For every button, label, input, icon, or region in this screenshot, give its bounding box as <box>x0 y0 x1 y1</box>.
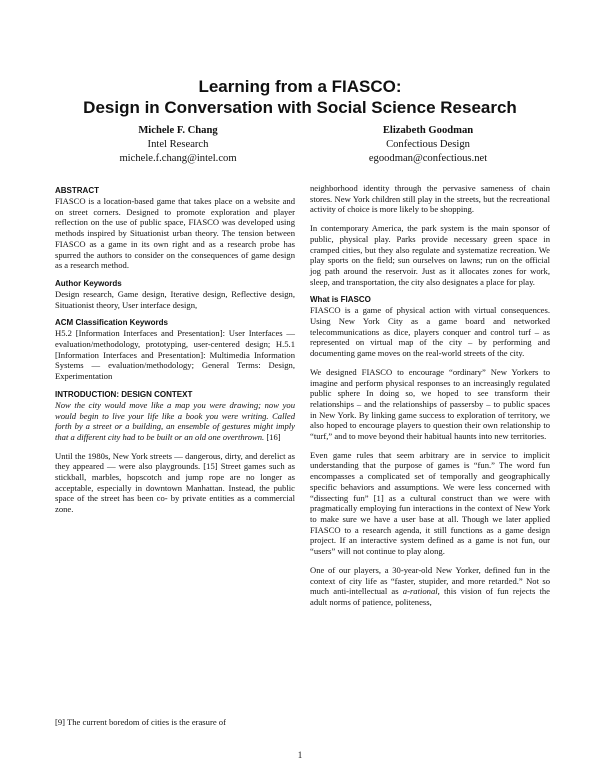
paragraph-text: , this vision of fun rejects the adult norms of patience, politeness, <box>310 586 550 607</box>
what-is-fiasco-heading: What is FIASCO <box>310 295 371 305</box>
footnote: [9] The current boredom of cities is the erasure of <box>55 717 226 727</box>
body-paragraph: Even game rules that seem arbitrary are in service to implicit understanding that the purpose of games is “fun.” The word fun encompasses a complicated set of temporally and geographically specific behaviors and assumptions. We were less concerned with “dissecting fun” [1] as a cultural construct than we were with pragmatically employing fun interactions in the context of New York to make sure we have a user base at all. Though we later applied FIASCO to a research agenda, it still functions as a game design project. If an interactive system defined as a game is not fun, our “users” will not continue to play along. <box>310 449 550 557</box>
author-keywords-heading: Author Keywords <box>55 278 122 288</box>
acm-classification-heading: ACM Classification Keywords <box>55 318 168 328</box>
paragraph-text: One of our players, a 30-year-old New Yorker, defined fun in the context of city life as “faster, stupider, and more retarded.” Not so much anti-intellectual as <box>310 564 550 597</box>
author-name: Elizabeth Goodman <box>382 125 474 136</box>
author-affiliation: Intel Research <box>147 139 209 150</box>
body-paragraph: neighborhood identity through the pervasive sameness of chain stores. New York children still play in the streets, but the recreational activity of choice is more likely to be shopping. <box>310 183 550 215</box>
acm-classification-text: H5.2 [Information Interfaces and Presentation]: User Interfaces — evaluation/methodology, prototyping, user-centered design; H.5.1 [Information Interfaces and Presentation]: Multimedia Information Systems — evaluation/methodology; General Terms: Design, Experimentation <box>55 328 295 382</box>
left-column <box>55 186 295 523</box>
page-number: 1 <box>297 750 303 760</box>
right-column <box>310 183 550 616</box>
body-paragraph <box>310 565 550 608</box>
author-keywords-text: Design research, Game design, Iterative design, Reflective design, Situationist theory, User interface design, <box>55 288 295 310</box>
author-email: michele.f.chang@intel.com <box>119 153 237 164</box>
author-name: Michele F. Chang <box>138 125 218 136</box>
author-block-2 <box>308 124 548 166</box>
abstract-heading: ABSTRACT <box>55 186 99 195</box>
author-affiliation: Confectious Design <box>386 139 470 150</box>
title-line-1: Learning from a FIASCO: <box>198 77 402 96</box>
title-line-2: Design in Conversation with Social Science Research <box>83 98 517 117</box>
epigraph-citation: [16] <box>264 431 281 442</box>
emphasis-text: a-rational <box>402 586 438 597</box>
body-paragraph: FIASCO is a game of physical action with virtual consequences. Using New York City as a game board and networked telecommunications as dice, players conquer and control turf – as represented on virtual map of the city – by performing and documenting game moves on the real-world streets of the city. <box>310 305 550 359</box>
body-paragraph: In contemporary America, the park system is the main sponsor of public, physical play. Parks provide necessary green space in cramped cities, but they also regulate and systematize recreation. We play sports on the field; sun ourselves on lawns; run on the official jog path around the reservoir. Just as it allocates zones for work, sleep, and transportation, the city also designates a place for play. <box>310 223 550 287</box>
intro-paragraph: Until the 1980s, New York streets — dangerous, dirty, and derelict as they appeared — were also playgrounds. [15] Street games such as stickball, marbles, hopscotch and jump rope are no longer as acceptable, especially in downtown Manhattan. Instead, the public space of the street has been co- by private entities as a commercial zone. <box>55 450 295 515</box>
abstract-text: FIASCO is a location-based game that takes place on a website and on street corners. Designed to promote exploration and player reflection on the use of public space, FIASCO was developed using methods inspired by Situationist urban theory. The tension between FIASCO as a game in its own right and as a research probe has spurred the authors to consider on the consequences of game design as a research method. <box>55 196 295 271</box>
epigraph-quote: Now the city would move like a map you were drawing; now you would begin to live your life like a book you were writing. Called forth by a street or a building, an ensemble of gestures might imply that a different city had to be built or an old one overthrown. <box>55 399 295 442</box>
introduction-heading: INTRODUCTION: DESIGN CONTEXT <box>55 389 193 399</box>
epigraph <box>55 400 295 443</box>
author-block-1 <box>58 124 298 166</box>
body-paragraph: We designed FIASCO to encourage “ordinary” New Yorkers to imagine and perform physical responses to an increasingly regulated public sphere In doing so, we hoped to see transform their relationships – and the relationships of passersby – to public spaces in New York. By linking game success to exploration of territory, we also hoped to encourage players to question their own relationship to “turf,” and to move beyond their habitual haunts into new territories. <box>310 366 550 442</box>
paper-title <box>0 76 600 118</box>
author-email: egoodman@confectious.net <box>368 153 488 164</box>
